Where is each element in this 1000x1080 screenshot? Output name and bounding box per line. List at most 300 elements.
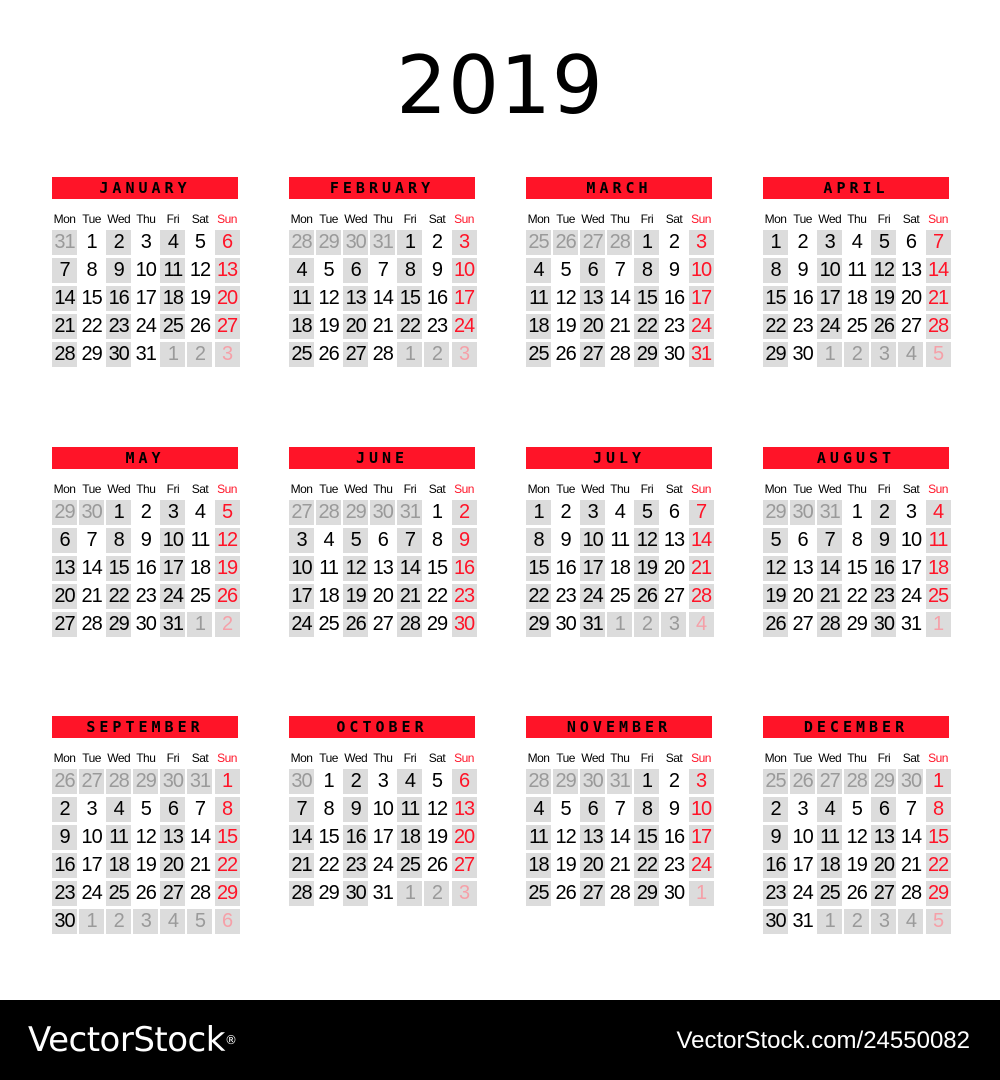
- day-cell: 8: [763, 258, 788, 283]
- adjacent-month-day: 2: [634, 612, 659, 637]
- day-cell: 14: [397, 556, 422, 581]
- adjacent-month-day: 29: [343, 500, 368, 525]
- day-cell: 2: [431, 231, 443, 253]
- day-cell: 5: [560, 798, 571, 820]
- day-cell: 30: [663, 343, 685, 365]
- day-cell: 8: [634, 797, 659, 822]
- day-cell: 15: [926, 825, 951, 850]
- weekday-label: Mon: [764, 482, 787, 496]
- adjacent-month-day: 30: [370, 500, 395, 525]
- weekday-label: Tue: [82, 482, 101, 496]
- adjacent-month-day: 31: [397, 500, 422, 525]
- weekday-label: Mon: [764, 212, 787, 226]
- weekday-label: Fri: [166, 212, 180, 226]
- day-cell: 23: [343, 853, 368, 878]
- day-cell: 26: [135, 882, 156, 904]
- day-cell: 26: [189, 315, 211, 337]
- month-name: MARCH: [526, 177, 712, 199]
- day-cell: 14: [817, 556, 842, 581]
- day-cell: 21: [689, 556, 714, 581]
- month-name: JULY: [526, 447, 712, 469]
- day-cell: 2: [763, 797, 788, 822]
- day-cell: 11: [526, 286, 551, 311]
- weekday-label: Mon: [764, 751, 787, 765]
- adjacent-month-day: 2: [106, 909, 131, 934]
- day-cell: 19: [763, 584, 788, 609]
- day-cell: 31: [689, 342, 714, 367]
- weekday-label: Tue: [82, 751, 101, 765]
- day-cell: 16: [343, 825, 368, 850]
- adjacent-month-day: 1: [817, 342, 842, 367]
- day-cell: 17: [792, 854, 813, 876]
- adjacent-month-day: 26: [52, 769, 77, 794]
- day-cell: 9: [763, 825, 788, 850]
- weekday-label: Sun: [691, 751, 711, 765]
- weekday-label: Fri: [403, 212, 417, 226]
- day-cell: 27: [792, 613, 813, 635]
- weekday-label: Tue: [319, 482, 338, 496]
- day-cell: 12: [318, 287, 339, 309]
- day-cell: 22: [81, 315, 102, 337]
- day-cell: 12: [343, 556, 368, 581]
- day-cell: 6: [52, 528, 77, 553]
- day-cell: 18: [160, 286, 185, 311]
- weekday-label: Mon: [290, 482, 313, 496]
- weekday-label: Sun: [217, 751, 237, 765]
- day-cell: 28: [189, 882, 211, 904]
- day-cell: 15: [846, 557, 867, 579]
- day-cell: 25: [609, 585, 630, 607]
- day-cell: 22: [846, 585, 867, 607]
- day-cell: 22: [634, 853, 659, 878]
- day-cell: 3: [797, 798, 808, 820]
- weekday-header: [289, 210, 475, 228]
- day-cell: 23: [792, 315, 813, 337]
- day-cell: 3: [86, 798, 97, 820]
- adjacent-month-day: 31: [817, 500, 842, 525]
- day-cell: 11: [817, 825, 842, 850]
- day-cell: 16: [763, 853, 788, 878]
- day-cell: 7: [614, 259, 625, 281]
- day-cell: 3: [160, 500, 185, 525]
- day-cell: 28: [900, 882, 922, 904]
- day-cell: 8: [215, 797, 240, 822]
- month-august: [763, 447, 949, 637]
- day-grid: [289, 230, 475, 367]
- adjacent-month-day: 4: [689, 612, 714, 637]
- day-cell: 10: [135, 259, 156, 281]
- adjacent-month-day: 3: [215, 342, 240, 367]
- day-cell: 16: [871, 556, 896, 581]
- day-cell: 1: [215, 769, 240, 794]
- day-cell: 25: [817, 881, 842, 906]
- day-cell: 5: [343, 528, 368, 553]
- weekday-label: Sat: [428, 212, 446, 226]
- day-cell: 25: [189, 585, 211, 607]
- day-cell: 25: [160, 314, 185, 339]
- day-cell: 11: [610, 529, 630, 551]
- weekday-label: Thu: [373, 482, 393, 496]
- weekday-label: Sat: [902, 482, 920, 496]
- weekday-label: Mon: [527, 482, 550, 496]
- weekday-label: Fri: [640, 212, 654, 226]
- day-cell: 10: [817, 258, 842, 283]
- day-cell: 26: [426, 854, 448, 876]
- weekday-label: Tue: [556, 212, 575, 226]
- weekday-label: Thu: [847, 212, 867, 226]
- day-cell: 14: [609, 287, 630, 309]
- day-cell: 19: [846, 854, 867, 876]
- weekday-label: Sun: [928, 751, 948, 765]
- day-cell: 31: [792, 910, 813, 932]
- weekday-label: Sat: [191, 751, 209, 765]
- day-cell: 5: [851, 798, 862, 820]
- day-cell: 31: [900, 613, 922, 635]
- adjacent-month-day: 27: [817, 769, 842, 794]
- weekday-label: Fri: [166, 482, 180, 496]
- day-cell: 17: [289, 584, 314, 609]
- weekday-label: Wed: [581, 212, 605, 226]
- day-cell: 5: [431, 770, 443, 792]
- day-cell: 22: [426, 585, 448, 607]
- day-cell: 6: [871, 797, 896, 822]
- day-cell: 20: [52, 584, 77, 609]
- day-cell: 25: [289, 342, 314, 367]
- day-cell: 20: [580, 314, 605, 339]
- day-cell: 16: [52, 853, 77, 878]
- day-cell: 5: [763, 528, 788, 553]
- day-cell: 29: [106, 612, 131, 637]
- day-cell: 12: [846, 826, 867, 848]
- day-cell: 19: [189, 287, 211, 309]
- day-cell: 23: [663, 315, 685, 337]
- weekday-label: Thu: [136, 482, 156, 496]
- day-cell: 29: [81, 343, 102, 365]
- day-cell: 5: [215, 500, 240, 525]
- weekday-label: Mon: [53, 482, 76, 496]
- weekday-label: Mon: [53, 212, 76, 226]
- day-cell: 7: [817, 528, 842, 553]
- day-cell: 25: [106, 881, 131, 906]
- day-cell: 13: [580, 286, 605, 311]
- day-cell: 7: [377, 259, 388, 281]
- day-cell: 29: [426, 613, 448, 635]
- day-cell: 12: [555, 287, 576, 309]
- day-cell: 7: [926, 230, 951, 255]
- day-cell: 23: [135, 585, 156, 607]
- day-cell: 2: [560, 501, 571, 523]
- day-cell: 15: [106, 556, 131, 581]
- weekday-label: Wed: [818, 751, 842, 765]
- day-cell: 18: [106, 853, 131, 878]
- day-cell: 27: [52, 612, 77, 637]
- day-cell: 24: [689, 314, 714, 339]
- day-cell: 28: [689, 584, 714, 609]
- weekday-header: [526, 480, 712, 498]
- day-cell: 19: [555, 854, 576, 876]
- day-cell: 4: [106, 797, 131, 822]
- day-cell: 28: [397, 612, 422, 637]
- day-cell: 18: [817, 853, 842, 878]
- day-cell: 19: [634, 556, 659, 581]
- day-cell: 18: [526, 314, 551, 339]
- month-name: JANUARY: [52, 177, 238, 199]
- day-cell: 28: [609, 882, 630, 904]
- adjacent-month-day: 2: [424, 342, 449, 367]
- weekday-label: Thu: [847, 751, 867, 765]
- day-cell: 22: [634, 314, 659, 339]
- day-cell: 17: [372, 826, 393, 848]
- day-cell: 30: [763, 909, 788, 934]
- day-cell: 12: [634, 528, 659, 553]
- day-cell: 21: [397, 584, 422, 609]
- day-cell: 25: [318, 613, 339, 635]
- day-cell: 17: [689, 286, 714, 311]
- day-cell: 28: [609, 343, 630, 365]
- day-cell: 17: [689, 825, 714, 850]
- day-cell: 26: [215, 584, 240, 609]
- weekday-label: Wed: [107, 751, 131, 765]
- adjacent-month-day: 30: [79, 500, 104, 525]
- adjacent-month-day: 27: [289, 500, 314, 525]
- day-cell: 6: [215, 230, 240, 255]
- day-cell: 29: [634, 881, 659, 906]
- weekday-label: Tue: [556, 751, 575, 765]
- day-cell: 7: [397, 528, 422, 553]
- month-december: [763, 716, 949, 934]
- day-cell: 15: [526, 556, 551, 581]
- day-cell: 25: [926, 584, 951, 609]
- day-cell: 8: [106, 528, 131, 553]
- day-cell: 29: [215, 881, 240, 906]
- day-cell: 13: [372, 557, 393, 579]
- day-cell: 19: [555, 315, 576, 337]
- day-cell: 13: [452, 797, 477, 822]
- adjacent-month-day: 31: [607, 769, 632, 794]
- month-name: APRIL: [763, 177, 949, 199]
- day-cell: 29: [634, 342, 659, 367]
- month-november: [526, 716, 712, 906]
- day-cell: 31: [135, 343, 156, 365]
- weekday-label: Sun: [928, 212, 948, 226]
- day-cell: 24: [792, 882, 813, 904]
- month-name: DECEMBER: [763, 716, 949, 738]
- day-cell: 26: [343, 612, 368, 637]
- day-cell: 22: [318, 854, 339, 876]
- weekday-label: Wed: [581, 482, 605, 496]
- day-cell: 6: [343, 258, 368, 283]
- day-cell: 16: [663, 826, 685, 848]
- day-cell: 24: [372, 854, 393, 876]
- day-cell: 7: [52, 258, 77, 283]
- day-cell: 28: [81, 613, 102, 635]
- weekday-label: Sun: [217, 482, 237, 496]
- day-cell: 18: [526, 853, 551, 878]
- day-cell: 6: [580, 258, 605, 283]
- day-cell: 1: [106, 500, 131, 525]
- day-cell: 12: [426, 798, 448, 820]
- day-cell: 10: [792, 826, 813, 848]
- adjacent-month-day: 28: [289, 230, 314, 255]
- day-cell: 4: [323, 529, 334, 551]
- day-cell: 28: [817, 612, 842, 637]
- day-cell: 16: [135, 557, 156, 579]
- weekday-label: Sat: [665, 482, 683, 496]
- day-cell: 4: [817, 797, 842, 822]
- day-cell: 11: [847, 259, 867, 281]
- day-cell: 22: [763, 314, 788, 339]
- day-cell: 20: [900, 287, 922, 309]
- day-grid: [52, 230, 238, 367]
- weekday-label: Sun: [454, 482, 474, 496]
- day-cell: 22: [926, 853, 951, 878]
- day-cell: 25: [397, 853, 422, 878]
- weekday-label: Sat: [191, 482, 209, 496]
- day-cell: 30: [555, 613, 576, 635]
- day-cell: 7: [614, 798, 625, 820]
- month-name: MAY: [52, 447, 238, 469]
- day-cell: 25: [526, 342, 551, 367]
- weekday-label: Tue: [556, 482, 575, 496]
- day-cell: 1: [763, 230, 788, 255]
- month-february: [289, 177, 475, 367]
- day-grid: [526, 500, 712, 637]
- weekday-label: Sat: [665, 212, 683, 226]
- day-cell: 21: [609, 854, 630, 876]
- day-cell: 8: [86, 259, 97, 281]
- weekday-label: Wed: [818, 212, 842, 226]
- day-cell: 26: [871, 314, 896, 339]
- day-cell: 14: [900, 826, 922, 848]
- day-cell: 2: [668, 770, 680, 792]
- day-cell: 13: [215, 258, 240, 283]
- day-cell: 18: [846, 287, 867, 309]
- weekday-label: Sat: [428, 482, 446, 496]
- weekday-label: Thu: [373, 751, 393, 765]
- weekday-label: Wed: [107, 212, 131, 226]
- adjacent-month-day: 25: [526, 230, 551, 255]
- day-cell: 15: [215, 825, 240, 850]
- adjacent-month-day: 2: [187, 342, 212, 367]
- day-cell: 12: [763, 556, 788, 581]
- day-grid: [763, 500, 949, 637]
- watermark-url: VectorStock.com/24550082: [676, 1027, 970, 1054]
- day-cell: 7: [289, 797, 314, 822]
- weekday-label: Tue: [319, 751, 338, 765]
- adjacent-month-day: 1: [607, 612, 632, 637]
- adjacent-month-day: 5: [187, 909, 212, 934]
- weekday-label: Sun: [454, 212, 474, 226]
- day-cell: 9: [797, 259, 808, 281]
- adjacent-month-day: 1: [926, 612, 951, 637]
- day-cell: 14: [289, 825, 314, 850]
- day-cell: 8: [526, 528, 551, 553]
- day-cell: 2: [871, 500, 896, 525]
- day-cell: 28: [289, 881, 314, 906]
- day-cell: 3: [905, 501, 917, 523]
- adjacent-month-day: 4: [160, 909, 185, 934]
- day-grid: [52, 500, 238, 637]
- weekday-header: [763, 480, 949, 498]
- day-cell: 14: [372, 287, 393, 309]
- adjacent-month-day: 28: [844, 769, 869, 794]
- day-cell: 30: [135, 613, 156, 635]
- day-cell: 1: [397, 230, 422, 255]
- day-cell: 1: [851, 501, 862, 523]
- weekday-label: Mon: [290, 751, 313, 765]
- adjacent-month-day: 3: [871, 909, 896, 934]
- day-cell: 14: [81, 557, 102, 579]
- day-cell: 31: [372, 882, 393, 904]
- weekday-label: Tue: [793, 751, 812, 765]
- day-cell: 9: [106, 258, 131, 283]
- weekday-label: Tue: [793, 212, 812, 226]
- day-cell: 3: [452, 230, 477, 255]
- day-cell: 9: [560, 529, 571, 551]
- day-cell: 8: [634, 258, 659, 283]
- day-cell: 20: [663, 557, 685, 579]
- adjacent-month-day: 30: [289, 769, 314, 794]
- day-cell: 28: [372, 343, 393, 365]
- adjacent-month-day: 26: [553, 230, 578, 255]
- adjacent-month-day: 1: [160, 342, 185, 367]
- day-cell: 10: [372, 798, 393, 820]
- weekday-label: Mon: [53, 751, 76, 765]
- day-cell: 23: [106, 314, 131, 339]
- day-cell: 28: [926, 314, 951, 339]
- day-cell: 15: [397, 286, 422, 311]
- day-cell: 27: [580, 342, 605, 367]
- adjacent-month-day: 5: [926, 342, 951, 367]
- weekday-label: Fri: [877, 212, 891, 226]
- day-cell: 4: [614, 501, 625, 523]
- day-cell: 6: [580, 797, 605, 822]
- day-cell: 14: [189, 826, 211, 848]
- adjacent-month-day: 30: [160, 769, 185, 794]
- adjacent-month-day: 3: [452, 881, 477, 906]
- day-cell: 30: [792, 343, 813, 365]
- day-cell: 2: [452, 500, 477, 525]
- weekday-label: Thu: [610, 482, 630, 496]
- adjacent-month-day: 26: [790, 769, 815, 794]
- day-cell: 23: [663, 854, 685, 876]
- day-cell: 27: [871, 881, 896, 906]
- day-cell: 11: [319, 557, 338, 579]
- day-cell: 7: [194, 798, 206, 820]
- watermark-brand: VectorStock®: [28, 1020, 237, 1060]
- weekday-header: [526, 210, 712, 228]
- weekday-label: Fri: [640, 751, 654, 765]
- weekday-label: Thu: [136, 212, 156, 226]
- day-cell: 1: [86, 231, 97, 253]
- day-cell: 9: [140, 529, 151, 551]
- weekday-label: Sun: [691, 212, 711, 226]
- day-cell: 17: [817, 286, 842, 311]
- month-march: [526, 177, 712, 367]
- day-cell: 27: [215, 314, 240, 339]
- adjacent-month-day: 27: [79, 769, 104, 794]
- day-cell: 22: [397, 314, 422, 339]
- day-cell: 26: [555, 343, 576, 365]
- day-cell: 24: [160, 584, 185, 609]
- adjacent-month-day: 28: [106, 769, 131, 794]
- day-cell: 3: [289, 528, 314, 553]
- day-cell: 17: [452, 286, 477, 311]
- day-cell: 6: [668, 501, 680, 523]
- day-cell: 26: [763, 612, 788, 637]
- day-cell: 1: [634, 769, 659, 794]
- day-cell: 17: [580, 556, 605, 581]
